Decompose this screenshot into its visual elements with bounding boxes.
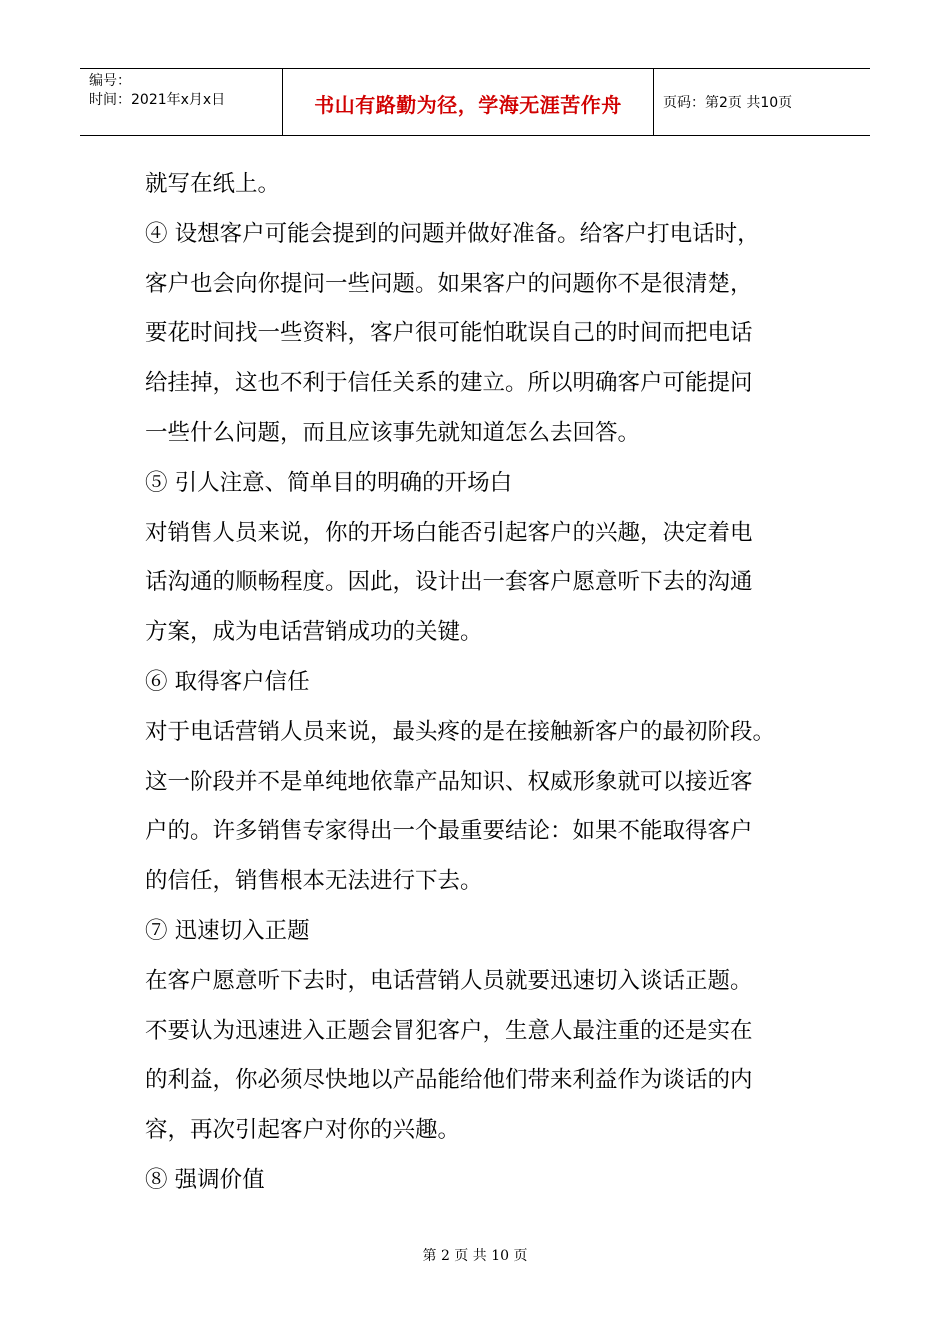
header-page-cell [654, 69, 870, 135]
page-footer [0, 1245, 950, 1265]
body-line: 客户也会向你提问一些问题。如果客户的问题你不是很清楚， [145, 270, 753, 297]
body-line: 这一阶段并不是单纯地依靠产品知识、权威形象就可以接近客 [145, 768, 753, 795]
body-line: 对销售人员来说，你的开场白能否引起客户的兴趣，决定着电 [145, 519, 753, 546]
section-heading: ⑤ 引人注意、简单目的明确的开场白 [145, 469, 513, 496]
body-line: 在客户愿意听下去时，电话营销人员就要迅速切入谈话正题。 [145, 967, 753, 994]
section-heading: ⑧ 强调价值 [145, 1166, 265, 1193]
header-meta-cell [80, 69, 283, 135]
body-line: 话沟通的顺畅程度。因此，设计出一套客户愿意听下去的沟通 [145, 569, 753, 596]
body-line: 的利益，你必须尽快地以产品能给他们带来利益作为谈话的内 [145, 1067, 753, 1094]
date-label: 时间：2021年x月x日 [89, 92, 226, 108]
body-line: 的信任，销售根本无法进行下去。 [145, 868, 483, 895]
body-line: 就写在纸上。 [145, 171, 281, 197]
body-line: 给挂掉，这也不利于信任关系的建立。所以明确客户可能提问 [145, 370, 753, 397]
header-motto-cell [283, 69, 654, 135]
document-header [80, 68, 870, 136]
document-body [145, 160, 825, 1206]
body-line: 容，再次引起客户对你的兴趣。 [145, 1117, 461, 1144]
body-line: 户的。许多销售专家得出一个最重要结论：如果不能取得客户 [145, 818, 753, 845]
section-heading: ⑦ 迅速切入正题 [145, 917, 310, 944]
body-line: 要花时间找一些资料，客户很可能怕耽误自己的时间而把电话 [145, 320, 753, 347]
body-line: 不要认为迅速进入正题会冒犯客户，生意人最注重的还是实在 [145, 1017, 753, 1044]
body-line: 对于电话营销人员来说，最头疼的是在接触新客户的最初阶段。 [145, 718, 776, 745]
motto-text: 书山有路勤为径，学海无涯苦作舟 [314, 92, 622, 117]
footer-page-number: 第 2 页 共 10 页 [422, 1248, 528, 1264]
body-line: 一些什么问题，而且应该事先就知道怎么去回答。 [145, 419, 641, 446]
body-line: ④ 设想客户可能会提到的问题并做好准备。给客户打电话时， [145, 220, 760, 247]
serial-number-label: 编号： [89, 73, 131, 89]
page-number-label: 页码：第2页 共10页 [663, 95, 793, 111]
body-line: 方案，成为电话营销成功的关键。 [145, 619, 483, 646]
section-heading: ⑥ 取得客户信任 [145, 668, 310, 695]
